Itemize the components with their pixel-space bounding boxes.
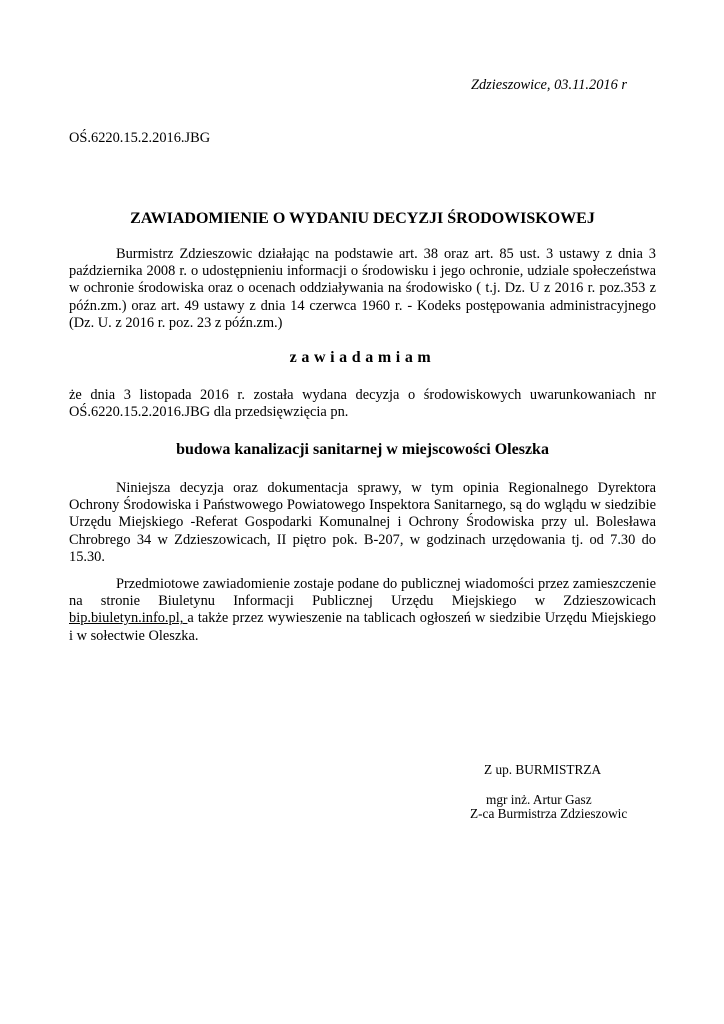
bip-link[interactable]: bip.biuletyn.info.pl, <box>69 610 188 627</box>
place-date: Zdzieszowice, 03.11.2016 r <box>470 77 627 93</box>
signature-authority: Z up. BURMISTRZA <box>484 762 602 777</box>
signature-position: Z-ca Burmistrza Zdzieszowic <box>470 806 628 821</box>
paragraph-publication-tail: a także przez wywieszenie na tablicach ogłoszeń w siedzibie Urzędu Miejskiego i w sołectwie Oleszka. <box>69 610 656 644</box>
paragraph-legal-basis <box>69 246 656 332</box>
document-title: ZAWIADOMIENIE O WYDANIU DECYZJI ŚRODOWISKOWEJ <box>130 210 595 227</box>
paragraph-inspection <box>69 480 656 566</box>
announce-heading: zawiadamiam <box>289 349 436 366</box>
signature-name: mgr inż. Artur Gasz <box>486 792 592 807</box>
paragraph-decision: że dnia 3 listopada 2016 r. została wydana decyzja o środowiskowych uwarunkowaniach nr OŚ.6220.15.2.2016.JBG dla przedsięwzięcia pn. <box>69 387 656 421</box>
project-name: budowa kanalizacji sanitarnej w miejscowości Oleszka <box>176 441 549 458</box>
reference-number: OŚ.6220.15.2.2016.JBG <box>69 130 211 146</box>
paragraph-publication-text: Przedmiotowe zawiadomienie zostaje podane do publicznej wiadomości przez zamieszczenie na stronie Biuletynu Informacji Publicznej Urzędu Miejskiego w Zdzieszowicach <box>69 576 656 610</box>
paragraph-legal-basis-text: Burmistrz Zdzieszowic działając na podstawie art. 38 oraz art. 85 ust. 3 ustawy z dnia 3 października 2008 r. o udostępnieniu informacji o środowisku i jego ochronie, udziale społeczeństwa w ochronie środowiska oraz o ocenach oddziaływania na środowisko ( t.j. Dz. U z 2016 r. poz.353 z późn.zm.) oraz art. 49 ustawy z dnia 14 czerwca 1960 r. - Kodeks postępowania administracyjnego (Dz. U. z 2016 r. poz. 23 z późn.zm.) <box>69 246 656 331</box>
paragraph-publication <box>69 576 656 645</box>
paragraph-inspection-text: Niniejsza decyzja oraz dokumentacja sprawy, w tym opinia Regionalnego Dyrektora Ochrony Środowiska i Państwowego Powiatowego Inspektora Sanitarnego, są do wglądu w siedzibie Urzędu Miejskiego -Referat Gospodarki Komunalnej i Ochrony Środowiska przy ul. Bolesława Chrobrego 34 w Zdzieszowicach, II piętro pok. B-207, w godzinach urzędowania tj. od 7.30 do 15.30. <box>69 480 656 565</box>
